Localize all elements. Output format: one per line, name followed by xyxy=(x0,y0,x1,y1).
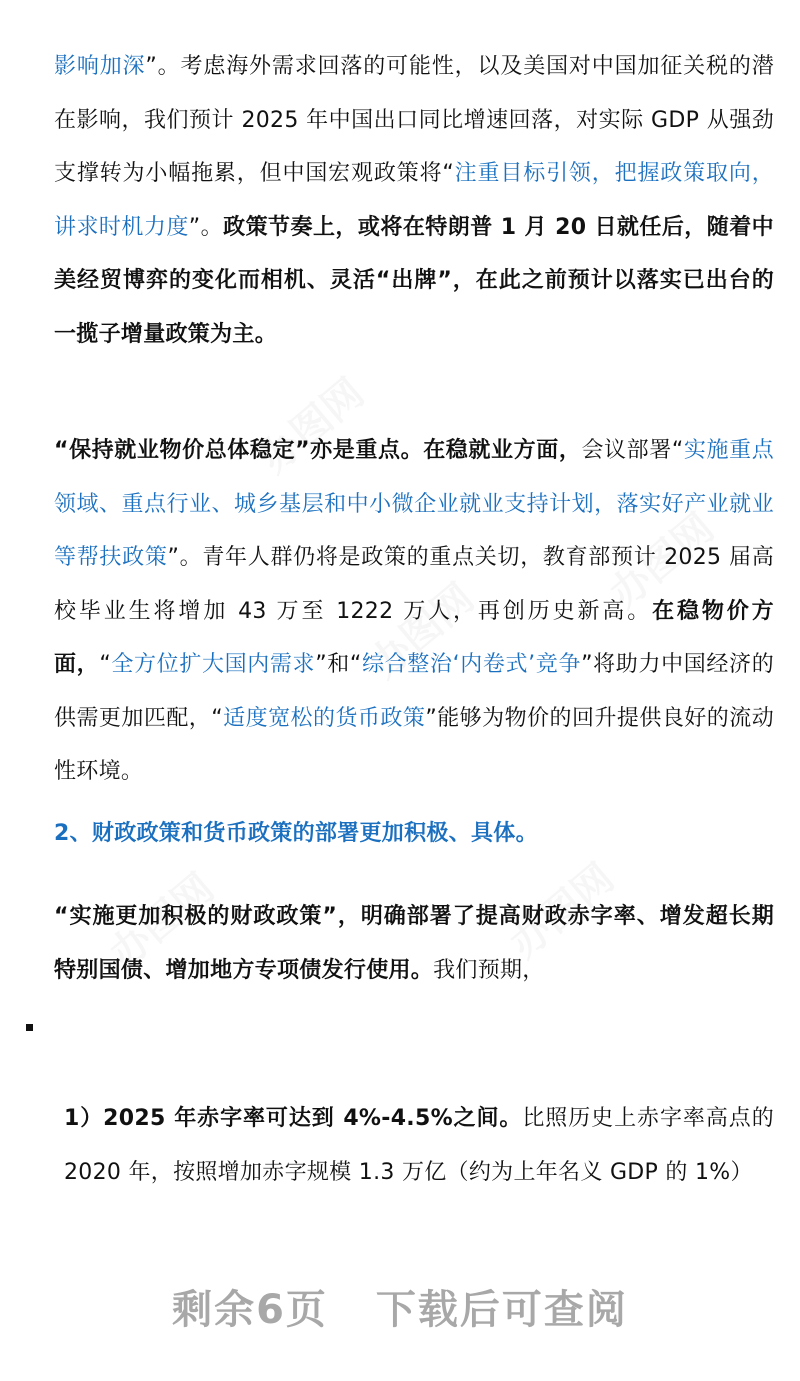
download-to-view-text: 下载后可查阅 xyxy=(375,1287,628,1333)
body-text: ”。考虑海外需求回落的可能性，以及美国对中国加征关税的潜在影响，我们预计 2025 年中国出口同比增速回落，对实际 GDP 从强劲支撑转为小幅拖累，但中国宏观政策将“ xyxy=(54,54,774,186)
emphasis-text: 在稳物价方面， xyxy=(54,598,774,677)
body-text: “ xyxy=(99,652,112,677)
emphasis-text: 1）2025 年赤字率可达到 4%-4.5%之间。 xyxy=(64,1106,523,1131)
download-prompt[interactable] xyxy=(0,1278,800,1335)
paragraph-export-outlook xyxy=(54,40,774,361)
section-heading: 2、财政政策和货币政策的部署更加积极、具体。 xyxy=(54,821,538,846)
emphasis-text: 政策节奏上，或将在特朗普 1 月 20 日就任后，随着中美经贸博弈的变化而相机、灵活“出牌”，在此之前预计以落实已出台的一揽子增量政策为主。 xyxy=(54,214,774,347)
paragraph-deficit-rate xyxy=(64,1092,774,1199)
quote-text: 适度宽松的货币政策 xyxy=(222,705,426,731)
quote-text: 影响加深 xyxy=(54,54,146,79)
bullet-marker xyxy=(26,1024,33,1031)
body-text: ”和“ xyxy=(315,652,362,677)
quote-text: 实施重点领域、重点行业、城乡基层和中小微企业就业支持计划，落实好产业就业等帮扶政策 xyxy=(54,438,774,570)
body-text: 我们预期， xyxy=(433,957,545,983)
emphasis-text: “保持就业物价总体稳定”亦是重点。在稳就业方面， xyxy=(54,438,582,463)
body-text: 比照历史上赤字率高点的 2020 年，按照增加赤字规模 1.3 万亿（约为上年名义 GDP 的 1%） xyxy=(64,1106,774,1185)
body-text: 会议部署“ xyxy=(581,438,684,463)
body-text: ”将助力中国经济的供需更加匹配，“ xyxy=(54,652,775,731)
emphasis-text: “实施更加积极的财政政策”，明确部署了提高财政赤字率、增发超长期特别国债、增加地方专项债发行使用。 xyxy=(54,904,774,983)
quote-text: 综合整治‘内卷式’竞争 xyxy=(361,652,582,677)
body-text: ”。青年人群仍将是政策的重点关切，教育部预计 2025 届高校毕业生将增加 43 万至 1222 万人，再创历史新高。 xyxy=(54,545,774,624)
body-text: ”能够为物价的回升提供良好的流动性环境。 xyxy=(54,705,775,784)
paragraph-employment-prices xyxy=(54,424,774,799)
quote-text: 注重目标引领，把握政策取向，讲求时机力度 xyxy=(54,161,774,240)
paragraph-fiscal-policy xyxy=(54,890,774,997)
quote-text: 全方位扩大国内需求 xyxy=(111,652,316,677)
body-text: ”。 xyxy=(188,214,224,240)
remaining-pages-text: 剩余6页 xyxy=(172,1287,328,1333)
